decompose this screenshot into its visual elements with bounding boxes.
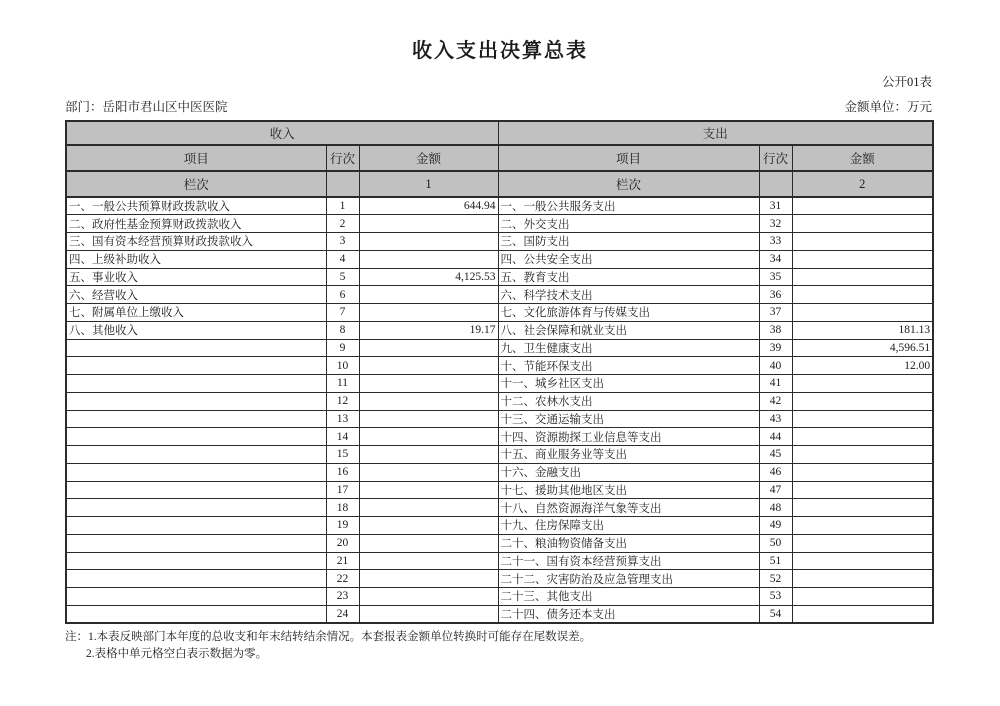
expense-amount-header: 金额: [792, 145, 933, 171]
income-item-cell: 二、政府性基金预算财政拨款收入: [66, 215, 326, 233]
expense-amount-cell: [792, 570, 933, 588]
expense-index-blank: [759, 171, 792, 197]
expense-index-number: 2: [792, 171, 933, 197]
expense-line-cell: 54: [759, 605, 792, 623]
income-index-blank: [326, 171, 359, 197]
expense-line-cell: 51: [759, 552, 792, 570]
income-line-cell: 22: [326, 570, 359, 588]
expense-line-cell: 32: [759, 215, 792, 233]
expense-line-cell: 52: [759, 570, 792, 588]
expense-item-cell: 十六、金融支出: [498, 463, 759, 481]
expense-amount-cell: [792, 410, 933, 428]
income-item-header: 项目: [66, 145, 326, 171]
expense-item-cell: 四、公共安全支出: [498, 250, 759, 268]
income-item-cell: [66, 375, 326, 393]
table-row: [66, 499, 933, 517]
expense-amount-cell: [792, 517, 933, 535]
expense-line-cell: 34: [759, 250, 792, 268]
column-index-row: [66, 171, 933, 197]
income-line-cell: 2: [326, 215, 359, 233]
expense-line-cell: 43: [759, 410, 792, 428]
note-line-1: 注：1.本表反映部门本年度的总收支和年末结转结余情况。本套报表金额单位转换时可能存在尾数误差。: [65, 631, 592, 643]
expense-amount-cell: [792, 268, 933, 286]
income-line-cell: 17: [326, 481, 359, 499]
column-header-row: [66, 145, 933, 171]
income-item-cell: [66, 605, 326, 623]
expense-amount-cell: [792, 250, 933, 268]
expense-item-cell: 三、国防支出: [498, 233, 759, 251]
note-line-2: 2.表格中单元格空白表示数据为零。: [86, 647, 268, 660]
income-line-cell: 14: [326, 428, 359, 446]
expense-line-cell: 49: [759, 517, 792, 535]
income-amount-cell: [359, 286, 498, 304]
section-header-row: [66, 121, 933, 145]
expense-line-cell: 37: [759, 304, 792, 322]
expense-amount-cell: 12.00: [792, 357, 933, 375]
income-line-cell: 4: [326, 250, 359, 268]
expense-item-cell: 十三、交通运输支出: [498, 410, 759, 428]
table-row: [66, 250, 933, 268]
income-item-cell: [66, 481, 326, 499]
expense-amount-cell: [792, 534, 933, 552]
table-row: [66, 375, 933, 393]
income-item-cell: [66, 446, 326, 464]
income-amount-cell: [359, 499, 498, 517]
income-item-cell: [66, 410, 326, 428]
income-amount-cell: [359, 215, 498, 233]
income-amount-cell: [359, 428, 498, 446]
expense-amount-cell: [792, 375, 933, 393]
income-line-cell: 24: [326, 605, 359, 623]
expense-index-label: 栏次: [498, 171, 759, 197]
table-row: [66, 517, 933, 535]
expense-line-cell: 42: [759, 392, 792, 410]
income-amount-cell: [359, 233, 498, 251]
expense-item-cell: 十一、城乡社区支出: [498, 375, 759, 393]
expense-amount-cell: [792, 605, 933, 623]
table-row: [66, 321, 933, 339]
income-amount-cell: [359, 250, 498, 268]
expense-line-cell: 35: [759, 268, 792, 286]
income-line-cell: 12: [326, 392, 359, 410]
income-line-cell: 6: [326, 286, 359, 304]
expense-amount-cell: [792, 552, 933, 570]
income-amount-cell: [359, 392, 498, 410]
expense-item-cell: 一、一般公共服务支出: [498, 197, 759, 215]
income-section-header: 收入: [66, 121, 498, 145]
table-row: [66, 605, 933, 623]
table-row: [66, 446, 933, 464]
income-item-cell: [66, 534, 326, 552]
expense-item-cell: 二十二、灾害防治及应急管理支出: [498, 570, 759, 588]
expense-item-cell: 二十四、债务还本支出: [498, 605, 759, 623]
expense-item-cell: 十、节能环保支出: [498, 357, 759, 375]
expense-line-cell: 46: [759, 463, 792, 481]
income-line-cell: 23: [326, 588, 359, 606]
income-amount-cell: [359, 304, 498, 322]
income-line-cell: 21: [326, 552, 359, 570]
income-line-cell: 18: [326, 499, 359, 517]
report-content: [65, 72, 932, 662]
meta-line: [65, 97, 932, 115]
income-item-cell: 一、一般公共预算财政拨款收入: [66, 197, 326, 215]
income-amount-cell: [359, 446, 498, 464]
income-amount-cell: [359, 517, 498, 535]
income-amount-header: 金额: [359, 145, 498, 171]
expense-line-cell: 44: [759, 428, 792, 446]
table-row: [66, 357, 933, 375]
income-item-cell: 四、上级补助收入: [66, 250, 326, 268]
table-row: [66, 286, 933, 304]
income-amount-cell: 19.17: [359, 321, 498, 339]
expense-line-cell: 53: [759, 588, 792, 606]
expense-item-cell: 二十一、国有资本经营预算支出: [498, 552, 759, 570]
expense-amount-cell: [792, 304, 933, 322]
income-index-number: 1: [359, 171, 498, 197]
expense-item-cell: 十二、农林水支出: [498, 392, 759, 410]
expense-line-cell: 40: [759, 357, 792, 375]
table-row: [66, 304, 933, 322]
income-item-cell: [66, 570, 326, 588]
income-amount-cell: [359, 605, 498, 623]
income-amount-cell: [359, 357, 498, 375]
income-item-cell: 七、附属单位上缴收入: [66, 304, 326, 322]
income-line-cell: 1: [326, 197, 359, 215]
expense-item-cell: 五、教育支出: [498, 268, 759, 286]
income-amount-cell: [359, 410, 498, 428]
income-index-label: 栏次: [66, 171, 326, 197]
income-line-cell: 20: [326, 534, 359, 552]
table-row: [66, 410, 933, 428]
income-amount-cell: [359, 339, 498, 357]
income-line-cell: 16: [326, 463, 359, 481]
income-amount-cell: [359, 570, 498, 588]
expense-item-cell: 十八、自然资源海洋气象等支出: [498, 499, 759, 517]
expense-item-cell: 十七、援助其他地区支出: [498, 481, 759, 499]
expense-line-cell: 41: [759, 375, 792, 393]
table-row: [66, 463, 933, 481]
income-item-cell: [66, 499, 326, 517]
income-item-cell: [66, 428, 326, 446]
income-line-cell: 13: [326, 410, 359, 428]
income-amount-cell: [359, 552, 498, 570]
table-row: [66, 588, 933, 606]
income-item-cell: [66, 552, 326, 570]
table-row: [66, 268, 933, 286]
table-row: [66, 392, 933, 410]
table-row: [66, 570, 933, 588]
income-item-cell: [66, 392, 326, 410]
income-line-cell: 11: [326, 375, 359, 393]
income-line-cell: 5: [326, 268, 359, 286]
expense-amount-cell: [792, 588, 933, 606]
expense-line-cell: 33: [759, 233, 792, 251]
income-line-cell: 3: [326, 233, 359, 251]
expense-section-header: 支出: [498, 121, 933, 145]
expense-item-cell: 十四、资源勘探工业信息等支出: [498, 428, 759, 446]
expense-line-cell: 38: [759, 321, 792, 339]
expense-amount-cell: [792, 392, 933, 410]
expense-item-header: 项目: [498, 145, 759, 171]
income-item-cell: [66, 463, 326, 481]
expense-line-cell: 47: [759, 481, 792, 499]
income-item-cell: [66, 357, 326, 375]
table-code: 公开01表: [881, 75, 932, 89]
income-item-cell: [66, 517, 326, 535]
income-item-cell: [66, 588, 326, 606]
income-item-cell: 六、经营收入: [66, 286, 326, 304]
income-item-cell: 五、事业收入: [66, 268, 326, 286]
expense-line-cell: 31: [759, 197, 792, 215]
expense-line-cell: 50: [759, 534, 792, 552]
income-line-cell: 8: [326, 321, 359, 339]
expense-amount-cell: [792, 233, 933, 251]
income-line-cell: 19: [326, 517, 359, 535]
expense-amount-cell: [792, 499, 933, 517]
expense-amount-cell: [792, 197, 933, 215]
table-row: [66, 339, 933, 357]
expense-item-cell: 八、社会保障和就业支出: [498, 321, 759, 339]
income-amount-cell: 4,125.53: [359, 268, 498, 286]
expense-line-cell: 36: [759, 286, 792, 304]
table-body: [66, 197, 933, 623]
table-row: [66, 233, 933, 251]
table-row: [66, 197, 933, 215]
expense-amount-cell: [792, 286, 933, 304]
amount-unit-label: 金额单位：万元: [844, 100, 932, 114]
income-line-cell: 15: [326, 446, 359, 464]
income-item-cell: 三、国有资本经营预算财政拨款收入: [66, 233, 326, 251]
expense-amount-cell: 181.13: [792, 321, 933, 339]
income-line-cell: 10: [326, 357, 359, 375]
income-amount-cell: [359, 534, 498, 552]
income-amount-cell: [359, 588, 498, 606]
income-line-header: 行次: [326, 145, 359, 171]
expense-amount-cell: 4,596.51: [792, 339, 933, 357]
expense-amount-cell: [792, 481, 933, 499]
income-amount-cell: [359, 375, 498, 393]
notes: [65, 629, 932, 662]
income-amount-cell: [359, 463, 498, 481]
expense-item-cell: 十九、住房保障支出: [498, 517, 759, 535]
expense-item-cell: 七、文化旅游体育与传媒支出: [498, 304, 759, 322]
department-label: 部门：岳阳市君山区中医医院: [65, 100, 228, 114]
expense-line-cell: 39: [759, 339, 792, 357]
expense-item-cell: 二十、粮油物资储备支出: [498, 534, 759, 552]
income-line-cell: 7: [326, 304, 359, 322]
income-line-cell: 9: [326, 339, 359, 357]
expense-amount-cell: [792, 215, 933, 233]
income-amount-cell: 644.94: [359, 197, 498, 215]
expense-item-cell: 二、外交支出: [498, 215, 759, 233]
expense-amount-cell: [792, 446, 933, 464]
expense-amount-cell: [792, 428, 933, 446]
table-row: [66, 428, 933, 446]
income-amount-cell: [359, 481, 498, 499]
page-title: 收入支出决算总表: [412, 40, 588, 62]
income-item-cell: [66, 339, 326, 357]
expense-line-cell: 48: [759, 499, 792, 517]
table-row: [66, 215, 933, 233]
table-row: [66, 534, 933, 552]
expense-amount-cell: [792, 463, 933, 481]
table-row: [66, 481, 933, 499]
expense-item-cell: 六、科学技术支出: [498, 286, 759, 304]
income-item-cell: 八、其他收入: [66, 321, 326, 339]
table-head: [66, 121, 933, 197]
expense-line-header: 行次: [759, 145, 792, 171]
table-row: [66, 552, 933, 570]
budget-table: [65, 120, 934, 624]
expense-item-cell: 二十三、其他支出: [498, 588, 759, 606]
expense-line-cell: 45: [759, 446, 792, 464]
expense-item-cell: 九、卫生健康支出: [498, 339, 759, 357]
expense-item-cell: 十五、商业服务业等支出: [498, 446, 759, 464]
